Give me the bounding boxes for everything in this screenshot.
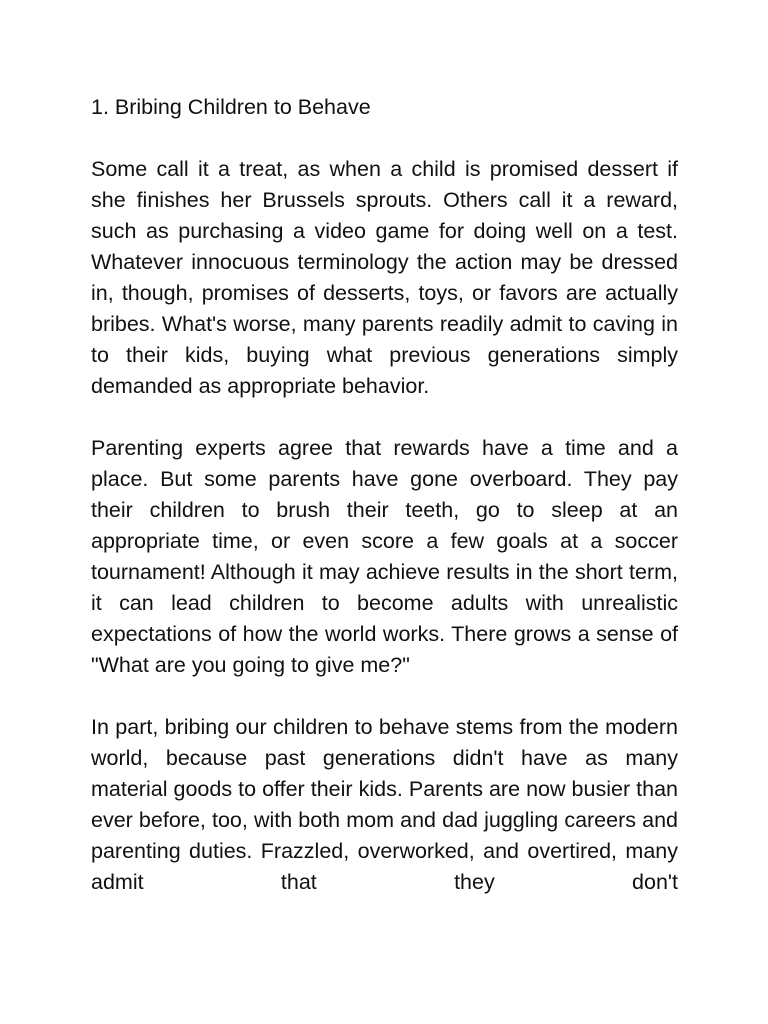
paragraph-bribes-definition: Some call it a treat, as when a child is promised dessert if she finishes her Brussels sprouts. Others call it a reward, such as purchasing a video game for doing well on a test. Whatever innocuous terminology the action may be dressed in, though, promises of desserts, toys, or favors are actually bribes. What's worse, many parents readily admit to caving in to their kids, buying what previous generations simply demanded as appropriate behavior. — [91, 157, 678, 398]
document-body — [91, 92, 678, 898]
section-heading: 1. Bribing Children to Behave — [91, 95, 371, 119]
paragraph-modern-world: In part, bribing our children to behave stems from the modern world, because past generations didn't have as many material goods to offer their kids. Parents are now busier than ever before, too, with both mom and dad juggling careers and parenting duties. Frazzled, overworked, and overtired, many admit that they don't — [91, 715, 678, 894]
paragraph-experts-rewards: Parenting experts agree that rewards have a time and a place. But some parents have gone overboard. They pay their children to brush their teeth, go to sleep at an appropriate time, or even score a few goals at a soccer tournament! Although it may achieve results in the short term, it can lead children to become adults with unrealistic expectations of how the world works. There grows a sense of "What are you going to give me?" — [91, 436, 678, 677]
